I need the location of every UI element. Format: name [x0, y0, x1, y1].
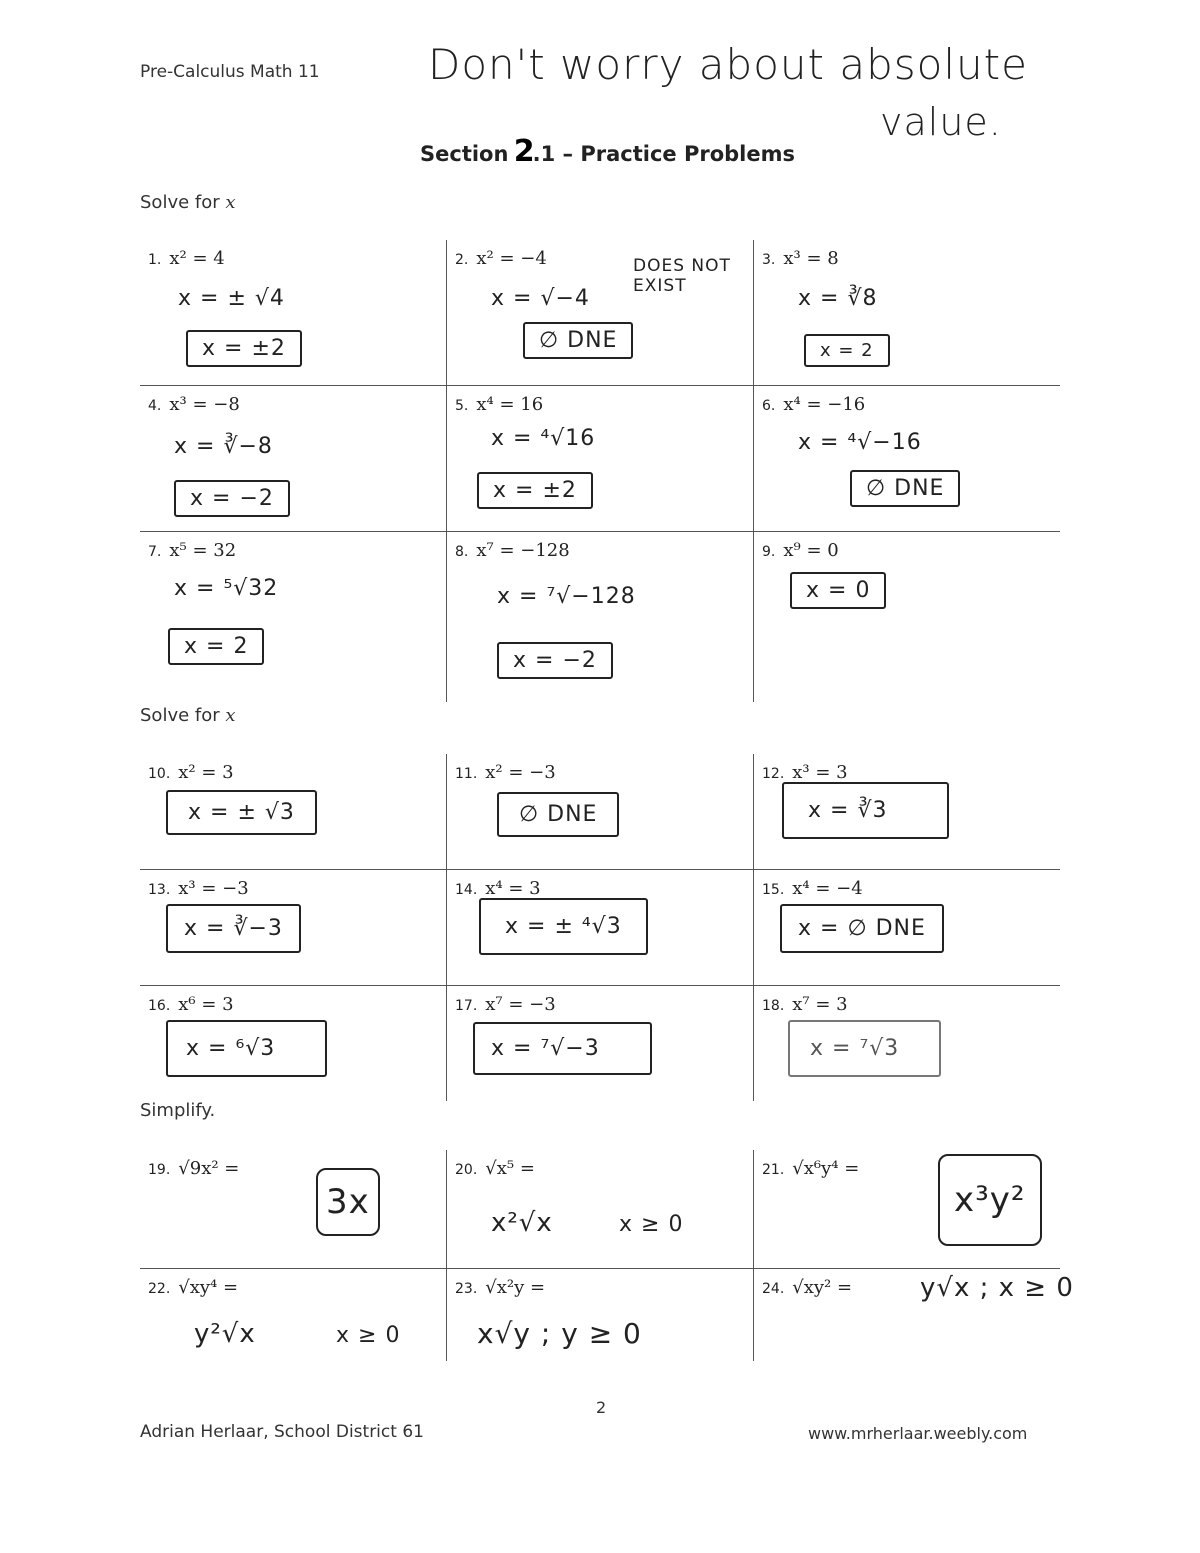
handwritten-note-line-2: value.	[880, 100, 1002, 144]
problem-cell	[754, 1269, 1074, 1361]
answer-box: x = ⁶√3	[166, 1020, 327, 1077]
problem-cell	[447, 986, 753, 1101]
problem-cell	[754, 870, 1060, 985]
answer-box: x = ⁷√3	[788, 1020, 941, 1077]
answer-box: x = ∅ DNE	[780, 904, 944, 953]
problem-equation: x⁴ = 16	[476, 394, 544, 415]
problem-equation: x² = −3	[485, 762, 556, 783]
problem-equation: x⁴ = −16	[783, 394, 866, 415]
problem-cell	[754, 532, 1060, 702]
problem-equation: x⁷ = −128	[476, 540, 570, 561]
problem-equation: x² = −4	[476, 248, 547, 269]
problem-cell	[447, 1150, 753, 1268]
problem-number: 17.	[455, 998, 478, 1014]
work-step: x = ⁷√−128	[497, 584, 636, 609]
instruction-variable: x	[225, 192, 236, 213]
problem-number: 13.	[148, 882, 171, 898]
problem-number: 18.	[762, 998, 785, 1014]
problem-equation: x³ = 3	[792, 762, 848, 783]
problem-cell	[754, 754, 1060, 869]
page-number: 2	[596, 1398, 607, 1417]
problem-equation: x³ = 8	[783, 248, 839, 269]
problem-grid-part2	[140, 754, 1060, 1101]
problem-equation: √x⁵ =	[485, 1158, 535, 1179]
answer-text: y²√x	[194, 1319, 256, 1349]
problem-number: 16.	[148, 998, 171, 1014]
work-step: x = ± √4	[178, 286, 285, 311]
problem-cell	[140, 240, 446, 385]
problem-number: 10.	[148, 766, 171, 782]
work-step: x = √−4	[491, 286, 590, 311]
problem-cell	[754, 1150, 1060, 1268]
course-name: Pre-Calculus Math 11	[140, 62, 320, 82]
instruction-variable: x	[225, 705, 236, 726]
answer-text: y√x ; x ≥ 0	[920, 1273, 1074, 1303]
problem-number: 20.	[455, 1162, 478, 1178]
problem-number: 6.	[762, 398, 776, 414]
problem-number: 21.	[762, 1162, 785, 1178]
problem-cell	[140, 1269, 446, 1361]
problem-equation: x⁴ = −4	[792, 878, 863, 899]
answer-box: ∅ DNE	[523, 322, 633, 359]
answer-box: x = ∛3	[782, 782, 949, 839]
problem-cell	[754, 386, 1060, 531]
answer-text: x²√x	[491, 1208, 553, 1238]
answer-box: x = 2	[804, 334, 890, 367]
title-prefix: Section	[420, 142, 516, 166]
problem-number: 19.	[148, 1162, 171, 1178]
instruction-solve-1	[140, 192, 236, 213]
problem-equation: √xy² =	[792, 1277, 853, 1298]
problem-equation: x³ = −8	[169, 394, 240, 415]
work-step: x = ⁵√32	[174, 576, 279, 601]
problem-cell	[140, 386, 446, 531]
problem-cell	[754, 240, 1060, 385]
answer-box: x = 2	[168, 628, 264, 665]
problem-number: 14.	[455, 882, 478, 898]
answer-box: ∅ DNE	[850, 470, 960, 507]
problem-grid-part1	[140, 240, 1060, 702]
problem-number: 9.	[762, 544, 776, 560]
answer-box: 3x	[316, 1168, 380, 1236]
answer-box: x = −2	[174, 480, 290, 517]
problem-cell	[140, 532, 446, 702]
problem-equation: √xy⁴ =	[178, 1277, 239, 1298]
domain-condition: x ≥ 0	[619, 1212, 684, 1237]
footer-author: Adrian Herlaar, School District 61	[140, 1422, 424, 1442]
title-section-number: 2	[513, 134, 535, 169]
problem-number: 22.	[148, 1281, 171, 1297]
problem-number: 8.	[455, 544, 469, 560]
problem-cell	[140, 1150, 446, 1268]
answer-box: x = ± √3	[166, 790, 317, 835]
instruction-text: Solve for	[140, 705, 226, 726]
problem-number: 5.	[455, 398, 469, 414]
answer-box: x = ±2	[477, 472, 593, 509]
problem-number: 4.	[148, 398, 162, 414]
work-step: x = ∛8	[798, 286, 878, 311]
problem-cell	[140, 986, 446, 1101]
answer-box: ∅ DNE	[497, 792, 619, 837]
domain-condition: x ≥ 0	[336, 1323, 401, 1348]
problem-cell	[447, 240, 753, 385]
handwritten-note-line-1: Don't worry about absolute	[428, 40, 1028, 89]
problem-cell	[447, 870, 753, 985]
problem-equation: x⁷ = −3	[485, 994, 556, 1015]
problem-equation: √9x² =	[178, 1158, 240, 1179]
answer-box: x = 0	[790, 572, 886, 609]
answer-box: x = ⁷√−3	[473, 1022, 652, 1075]
problem-number: 3.	[762, 252, 776, 268]
instruction-text: Solve for	[140, 192, 226, 213]
answer-box: x = ∛−3	[166, 904, 301, 953]
problem-equation: x² = 3	[178, 762, 234, 783]
answer-box: x = −2	[497, 642, 613, 679]
problem-equation: √x²y =	[485, 1277, 546, 1298]
page-title	[420, 134, 795, 169]
problem-equation: x⁵ = 32	[169, 540, 237, 561]
instruction-solve-2	[140, 705, 236, 726]
problem-cell	[447, 754, 753, 869]
problem-grid-part3	[140, 1150, 1074, 1361]
title-suffix: .1 – Practice Problems	[532, 142, 795, 166]
instruction-simplify: Simplify.	[140, 1100, 216, 1121]
answer-box: x³y²	[938, 1154, 1042, 1246]
problem-equation: x⁹ = 0	[783, 540, 839, 561]
problem-equation: √x⁶y⁴ =	[792, 1158, 860, 1179]
problem-number: 24.	[762, 1281, 785, 1297]
problem-number: 7.	[148, 544, 162, 560]
problem-equation: x⁴ = 3	[485, 878, 541, 899]
problem-equation: x⁶ = 3	[178, 994, 234, 1015]
answer-text: x√y ; y ≥ 0	[477, 1317, 642, 1350]
problem-number: 23.	[455, 1281, 478, 1297]
problem-number: 1.	[148, 252, 162, 268]
problem-cell	[140, 870, 446, 985]
problem-number: 2.	[455, 252, 469, 268]
problem-cell	[447, 1269, 753, 1361]
problem-cell	[447, 386, 753, 531]
footer-website: www.mrherlaar.weebly.com	[808, 1424, 1028, 1443]
problem-equation: x⁷ = 3	[792, 994, 848, 1015]
problem-number: 15.	[762, 882, 785, 898]
problem-equation: x² = 4	[169, 248, 225, 269]
problem-cell	[447, 532, 753, 702]
problem-cell	[754, 986, 1060, 1101]
work-step: x = ⁴√−16	[798, 430, 922, 455]
problem-number: 11.	[455, 766, 478, 782]
problem-number: 12.	[762, 766, 785, 782]
handwritten-side-note: DOES NOT EXIST	[633, 256, 731, 296]
answer-box: x = ±2	[186, 330, 302, 367]
work-step: x = ⁴√16	[491, 426, 596, 451]
work-step: x = ∛−8	[174, 434, 273, 459]
answer-box: x = ± ⁴√3	[479, 898, 648, 955]
problem-cell	[140, 754, 446, 869]
problem-equation: x³ = −3	[178, 878, 249, 899]
